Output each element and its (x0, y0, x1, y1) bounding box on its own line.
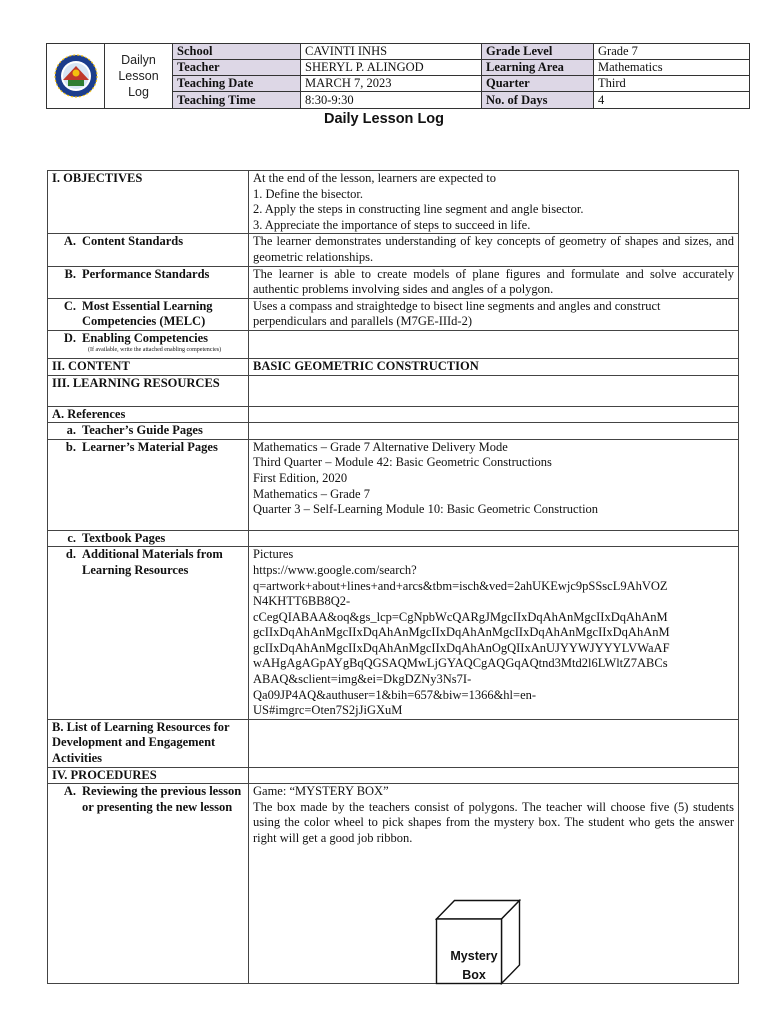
document-title: Daily Lesson Log (323, 111, 445, 127)
reference-line: Mathematics – Grade 7 (253, 486, 370, 501)
reference-url-line[interactable]: Qa09JP4AQ&authuser=1&bih=657&biw=1366&hl=en- (253, 687, 537, 702)
reference-line: Third Quarter – Module 42: Basic Geometric Constructions (253, 455, 552, 470)
mystery-box-figure (253, 847, 734, 983)
content-heading: II. CONTENT (52, 358, 130, 373)
reference-line: Quarter 3 – Self-Learning Module 10: Basic Geometric Construction (253, 502, 599, 517)
performance-standards-label: B. Performance Standards (64, 266, 210, 281)
references-heading: A. References (52, 406, 126, 421)
lesson-plan-table (47, 170, 739, 984)
reference-url-line[interactable]: N4KHTT6BB8Q2- (253, 594, 351, 609)
dll-title-line: Lesson (118, 69, 159, 83)
teaching-date-value: MARCH 7, 2023 (301, 76, 482, 92)
additional-materials-cell (249, 547, 739, 720)
reference-url-line[interactable]: gcIIxDqAhAnMgcIIxDqAhAnMgcIIxDqAhAnMgcIIxDqAhAnMgcIIxDqAhAnM (253, 625, 670, 640)
header-info-grid (173, 44, 749, 108)
textbook-pages-label: c. Textbook Pages (67, 530, 166, 545)
table-row (48, 375, 739, 406)
learning-area-label: Learning Area (482, 60, 594, 76)
deped-seal-logo (47, 44, 105, 108)
dll-title-line: Log (128, 85, 149, 99)
reference-url-line[interactable]: https://www.google.com/search? (253, 562, 417, 577)
melc-text: Uses a compass and straightedge to bisect line segments and angles and construct perpendiculars and parallels (M7GE-IIId-2) (249, 298, 739, 330)
school-label: School (173, 44, 301, 60)
objectives-heading: I. OBJECTIVES (52, 171, 143, 185)
learning-area-value: Mathematics (594, 60, 749, 76)
list-resources-label: B. List of Learning Resources for Development and Engagement Activities (52, 719, 230, 766)
teacher-value: SHERYL P. ALINGOD (301, 60, 482, 76)
objective-item: 3. Appreciate the importance of steps to succeed in life. (253, 217, 531, 232)
dll-title-line: Dailyn (121, 53, 156, 67)
reference-url-line[interactable]: gcIIxDqAhAnMgcIIxDqAhAnMgcIIxDqAhAnOgQIIxAnUJYYWJYYYLVWaAF (253, 640, 670, 655)
teaching-time-label: Teaching Time (173, 92, 301, 108)
performance-standards-text: The learner is able to create models of plane figures and formulate and solve accurately authentic problems involving sides and angles of a polygon. (249, 266, 739, 298)
enabling-competencies-note: (If available, write the attached enabling competencies) (88, 346, 222, 353)
dll-title-block (105, 44, 173, 108)
reviewing-label: A. Reviewing the previous lesson or presenting the new lesson (63, 784, 242, 814)
table-row (48, 767, 739, 784)
objective-item: 2. Apply the steps in constructing line segment and angle bisector. (253, 202, 584, 217)
days-value: 4 (598, 92, 605, 107)
table-row (48, 298, 739, 330)
reference-line: Mathematics – Grade 7 Alternative Delivery Mode (253, 439, 508, 454)
objectives-heading-cell (48, 171, 249, 234)
table-row (48, 530, 739, 547)
procedures-heading: IV. PROCEDURES (52, 767, 157, 782)
table-row (48, 330, 739, 358)
reference-url-line[interactable]: q=artwork+about+lines+and+arcs&tbm=isch&ved=2ahUKEwjc9pSSscL9AhVOZ (253, 578, 668, 593)
grade-level-value: Grade 7 (594, 44, 749, 60)
game-description: The box made by the teachers consist of polygons. The teacher will choose five (5) students using the color wheel to pick shapes from the mystery box. The student who gets the answer right will get a good job ribbon. (253, 799, 734, 845)
objectives-cell (249, 171, 739, 234)
days-label: No. of Days (482, 92, 594, 108)
content-topic: BASIC GEOMETRIC CONSTRUCTION (249, 358, 739, 375)
additional-materials-label: d. Additional Materials from Learning Resources (65, 547, 223, 577)
teaching-date-label: Teaching Date (173, 76, 301, 92)
reference-url-line[interactable]: US#imgrc=Oten7S2jJiGXuM (253, 703, 403, 718)
table-row (48, 266, 739, 298)
table-row (48, 171, 739, 234)
learning-resources-heading: III. LEARNING RESOURCES (52, 375, 220, 390)
reference-line: First Edition, 2020 (253, 470, 348, 485)
teacher-label: Teacher (173, 60, 301, 76)
lesson-log-header (46, 43, 750, 109)
table-row (48, 423, 739, 440)
pictures-label: Pictures (253, 547, 294, 562)
learners-material-cell (249, 439, 739, 530)
table-row (48, 439, 739, 530)
quarter-label: Quarter (482, 76, 594, 92)
table-row (48, 719, 739, 767)
reviewing-cell (249, 784, 739, 983)
melc-label: C. Most Essential Learning Competencies (MELC) (63, 298, 213, 329)
table-row (48, 358, 739, 375)
table-row (48, 406, 739, 423)
objectives-intro: At the end of the lesson, learners are expected to (253, 171, 496, 185)
teachers-guide-label: a. Teacher’s Guide Pages (66, 423, 203, 438)
enabling-competencies-label: D. Enabling Competencies (63, 330, 209, 345)
content-standards-text: The learner demonstrates understanding of key concepts of geometry of shapes and sizes, and geometric relationships. (249, 234, 739, 266)
learners-material-label: b. Learner’s Material Pages (65, 439, 218, 454)
quarter-value: Third (594, 76, 749, 92)
mystery-box-label: Mystery Box (450, 948, 498, 982)
content-standards-label: A. Content Standards (63, 234, 184, 249)
table-row (48, 234, 739, 266)
table-row (48, 547, 739, 720)
reference-url-line[interactable]: cCegQIABAA&oq&gs_lcp=CgNpbWcQARgJMgcIIxDqAhAnMgcIIxDqAhAnM (253, 609, 668, 624)
reference-url-line[interactable]: wAHgAgAGpAYgBqQGSAQMwLjGYAQCgAQGqAQtnd3Mtd2l6LWltZ7ABCs (253, 656, 668, 671)
reference-url-line[interactable]: ABAQ&sclient=img&ei=DkgDZNy3Ns7I- (253, 672, 472, 687)
grade-level-label: Grade Level (482, 44, 594, 60)
game-title: Game: “MYSTERY BOX” (253, 784, 389, 799)
table-row (48, 784, 739, 983)
enabling-competencies-value (249, 330, 739, 358)
objective-item: 1. Define the bisector. (253, 186, 364, 201)
school-value: CAVINTI INHS (301, 44, 482, 60)
teaching-time-value: 8:30-9:30 (301, 92, 482, 108)
